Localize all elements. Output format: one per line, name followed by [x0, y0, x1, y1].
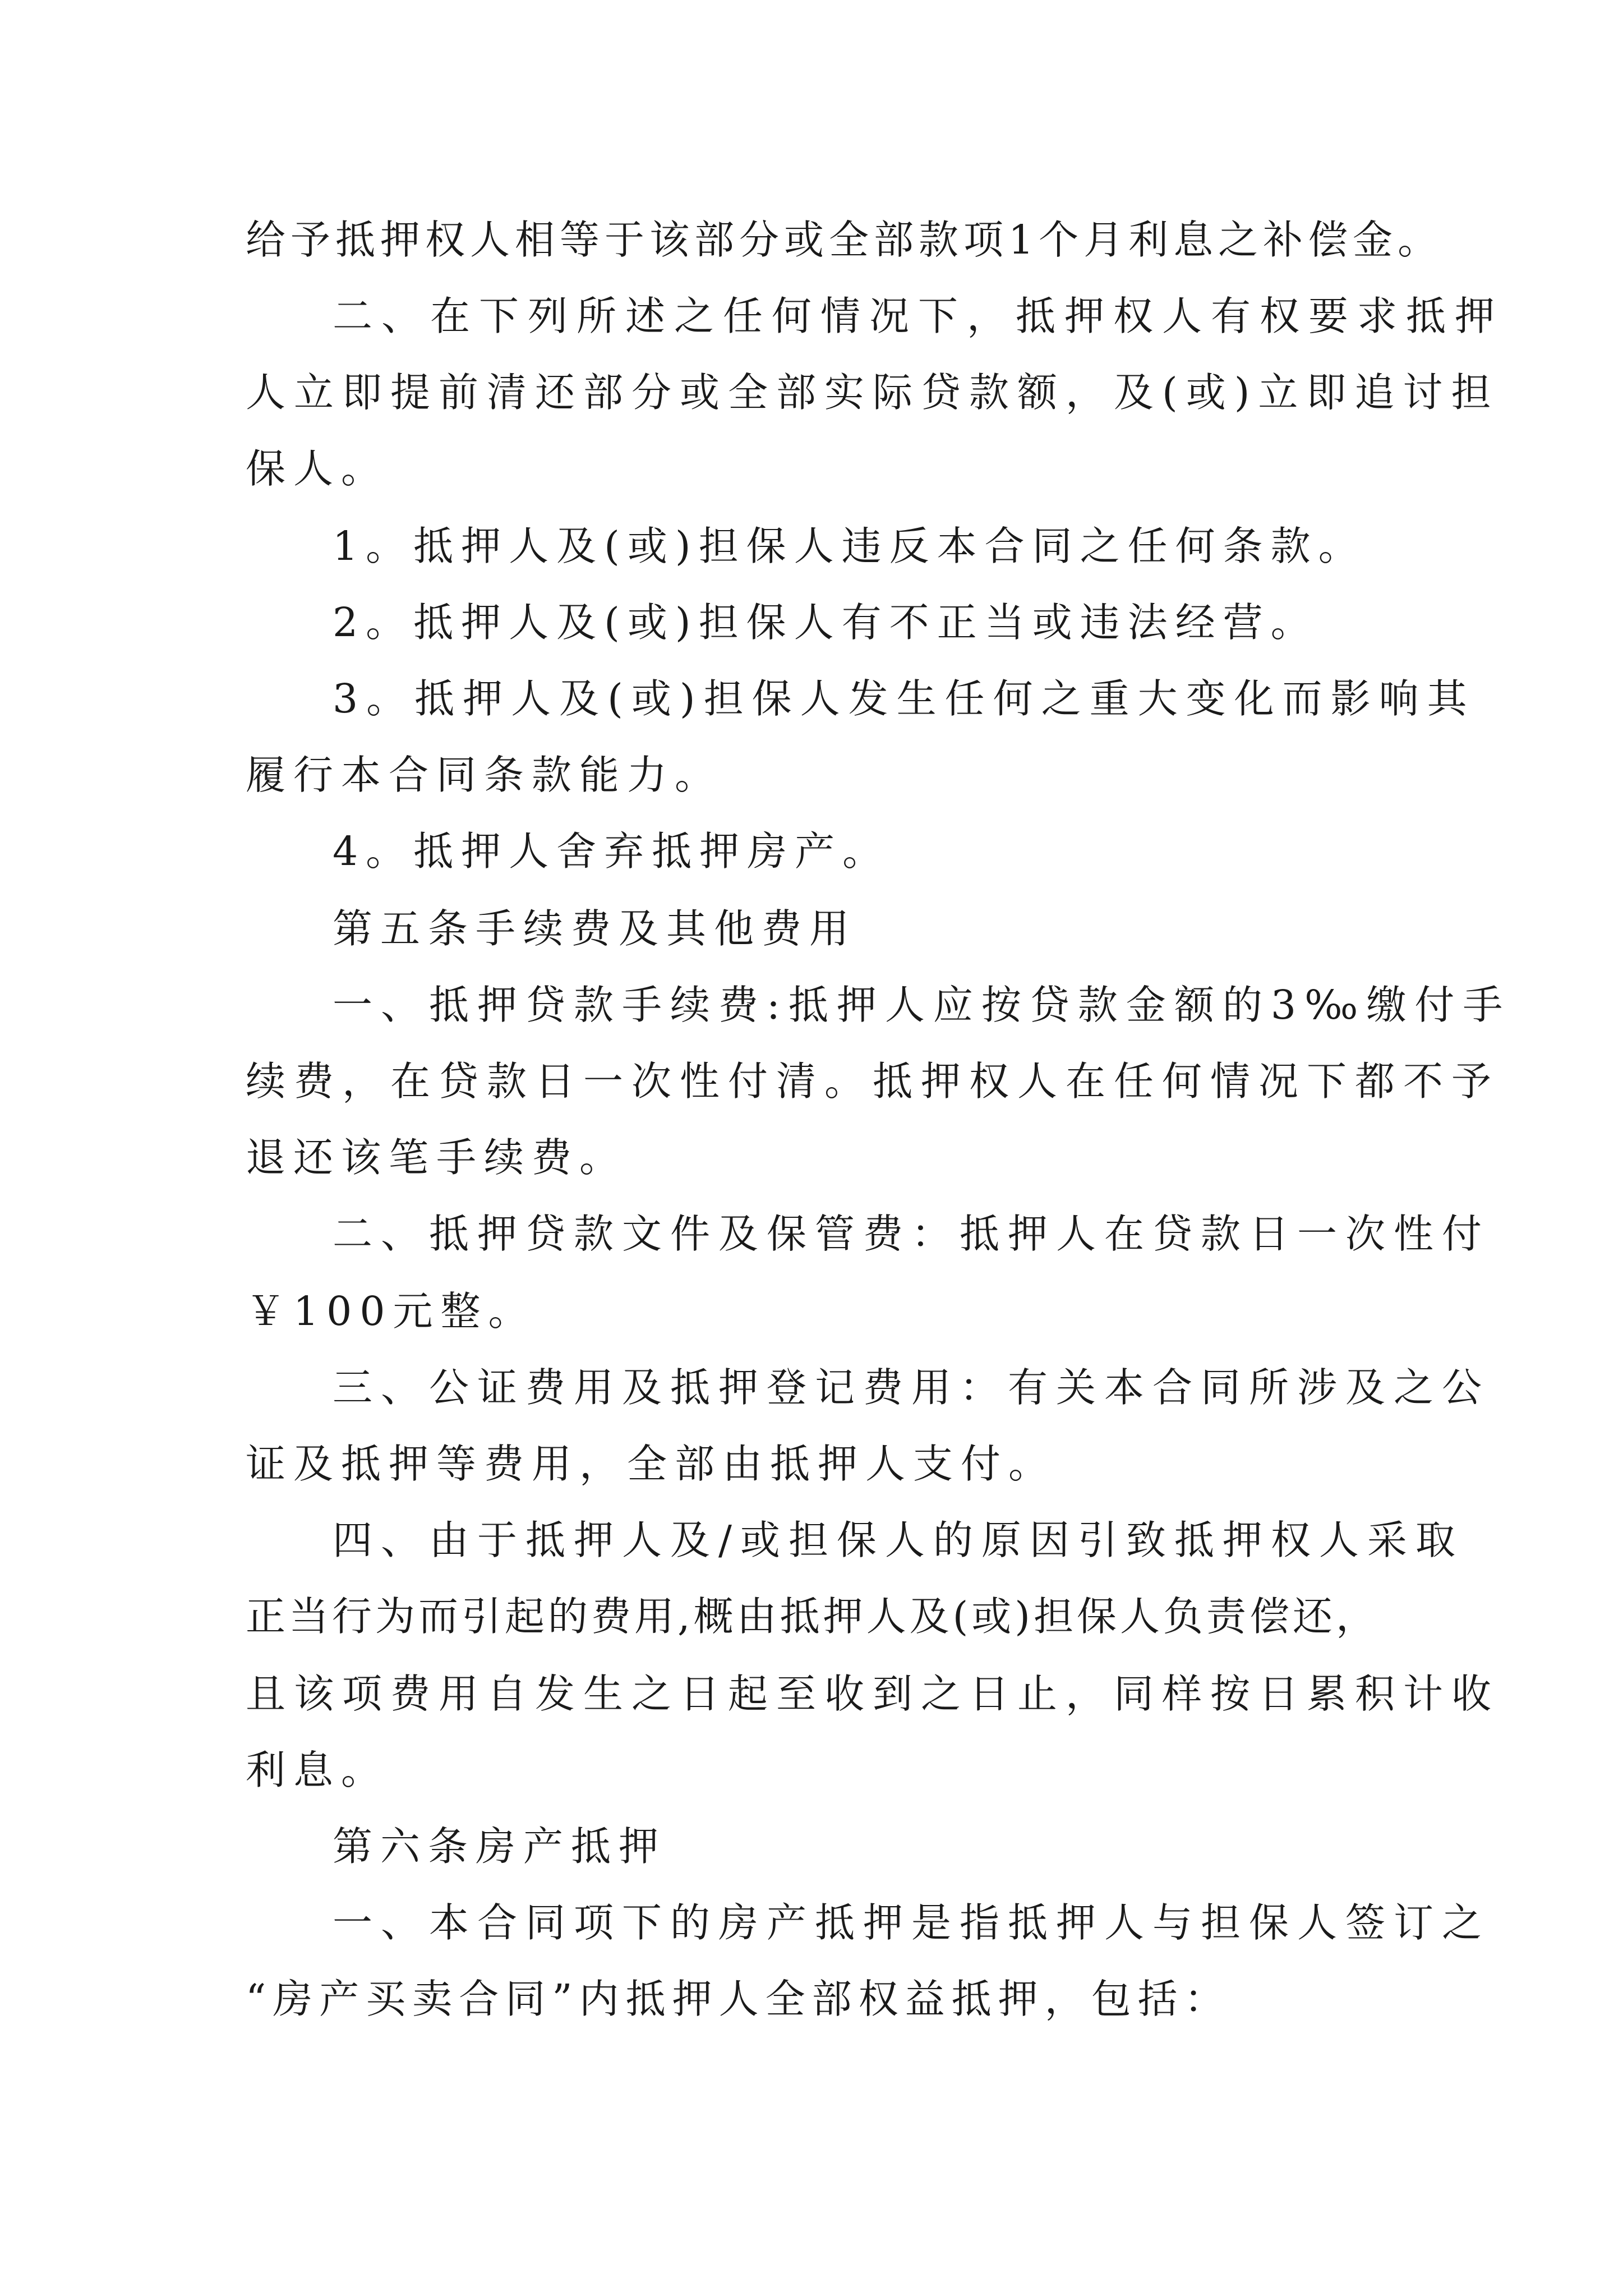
paragraph-line: 人立即提前清还部分或全部实际贷款额，及(或)立即追讨担 — [246, 369, 1500, 416]
paragraph-line: 给予抵押权人相等于该部分或全部款项1个月利息之补偿金。 — [246, 217, 1443, 263]
paragraph-line: 三、公证费用及抵押登记费用：有关本合同所涉及之公 — [333, 1364, 1491, 1411]
list-item-line: 3。抵押人及(或)担保人发生任何之重大变化而影响其 — [333, 675, 1476, 722]
list-item-line: 2。抵押人及(或)担保人有不正当或违法经营。 — [333, 599, 1318, 646]
paragraph-line: “房产买卖合同”内抵押人全部权益抵押，包括： — [246, 1976, 1231, 2022]
paragraph-line: 证及抵押等费用，全部由抵押人支付。 — [246, 1441, 1057, 1487]
paragraph-line: 退还该笔手续费。 — [246, 1134, 628, 1181]
paragraph-line: 四、由于抵押人及/或担保人的原因引致抵押权人采取 — [333, 1517, 1464, 1563]
paragraph-line: 续费，在贷款日一次性付清。抵押权人在任何情况下都不予 — [246, 1058, 1500, 1105]
article-heading: 第五条手续费及其他费用 — [333, 905, 857, 952]
paragraph-line: 正当行为而引起的费用,概由抵押人及(或)担保人负责偿还， — [246, 1593, 1379, 1640]
list-item-line: 4。抵押人舍弃抵押房产。 — [333, 828, 891, 875]
list-item-line: 履行本合同条款能力。 — [246, 752, 723, 798]
paragraph-line: 一、抵押贷款手续费:抵押人应按贷款金额的3‰缴付手 — [333, 982, 1511, 1028]
paragraph-line: ￥100元整。 — [246, 1288, 536, 1335]
paragraph-line: 保人。 — [246, 445, 389, 492]
paragraph-line: 且该项费用自发生之日起至收到之日止，同样按日累积计收 — [246, 1671, 1500, 1717]
paragraph-line: 利息。 — [246, 1747, 389, 1793]
paragraph-line: 二、在下列所述之任何情况下，抵押权人有权要求抵押 — [333, 293, 1504, 339]
list-item-line: 1。抵押人及(或)担保人违反本合同之任何条款。 — [333, 523, 1366, 569]
paragraph-line: 一、本合同项下的房产抵押是指抵押人与担保人签订之 — [333, 1899, 1491, 1946]
article-heading: 第六条房产抵押 — [333, 1823, 667, 1870]
paragraph-line: 二、抵押贷款文件及保管费：抵押人在贷款日一次性付 — [333, 1211, 1491, 1257]
